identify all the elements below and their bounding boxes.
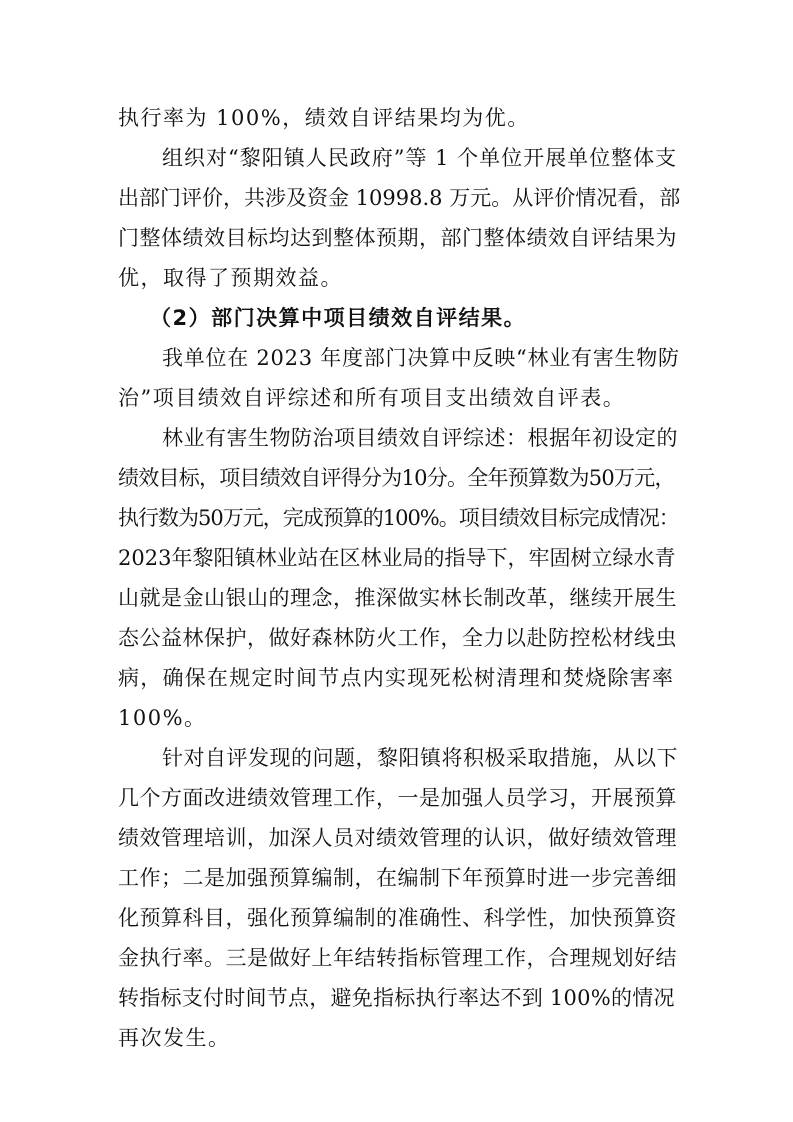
text-line: 执行数为50万元，完成预算的100%。项目绩效目标完成情况： (118, 506, 679, 530)
text-line: 100%。 (118, 706, 207, 730)
paragraph-first-line: 林业有害生物防治项目绩效自评综述：根据年初设定的 (162, 426, 678, 450)
text-line: 优，取得了预期效益。 (118, 266, 343, 290)
text-line: 工作；二是加强预算编制，在编制下年预算时进一步完善细 (118, 866, 677, 890)
text-line: 几个方面改进绩效管理工作，一是加强人员学习，开展预算 (118, 786, 677, 810)
text-line: 病，确保在规定时间节点内实现死松树清理和焚烧除害率 (118, 666, 675, 690)
text-line: 绩效管理培训，加深人员对绩效管理的认识，做好绩效管理 (118, 826, 677, 850)
paragraph-first-line: 组织对“黎阳镇人民政府”等 1 个单位开展单位整体支 (162, 146, 678, 170)
text-line: 执行率为 100%，绩效自评结果均为优。 (118, 106, 530, 130)
text-line: 山就是金山银山的理念，推深做实林长制改革，继续开展生 (118, 586, 677, 610)
text-line: 化预算科目，强化预算编制的准确性、科学性，加快预算资 (118, 906, 677, 930)
text-line: 转指标支付时间节点，避免指标执行率达不到 100%的情况 (118, 986, 675, 1010)
section-heading: （2）部门决算中项目绩效自评结果。 (150, 306, 527, 330)
text-line: 治”项目绩效自评综述和所有项目支出绩效自评表。 (118, 386, 626, 410)
text-line: 再次发生。 (118, 1026, 231, 1050)
paragraph-first-line: 我单位在 2023 年度部门决算中反映“林业有害生物防 (162, 346, 680, 370)
text-line: 态公益林保护，做好森林防火工作，全力以赴防控松材线虫 (118, 626, 677, 650)
text-line: 绩效目标，项目绩效自评得分为10分。全年预算数为50万元， (118, 466, 675, 490)
text-line: 门整体绩效目标均达到整体预期，部门整体绩效自评结果为 (118, 226, 677, 250)
text-line: 金执行率。三是做好上年结转指标管理工作，合理规划好结 (118, 946, 677, 970)
text-line: 出部门评价，共涉及资金 10998.8 万元。从评价情况看，部 (118, 186, 681, 210)
text-line: 2023年黎阳镇林业站在区林业局的指导下，牢固树立绿水青 (118, 546, 676, 570)
paragraph-first-line: 针对自评发现的问题，黎阳镇将积极采取措施，从以下 (162, 746, 678, 770)
